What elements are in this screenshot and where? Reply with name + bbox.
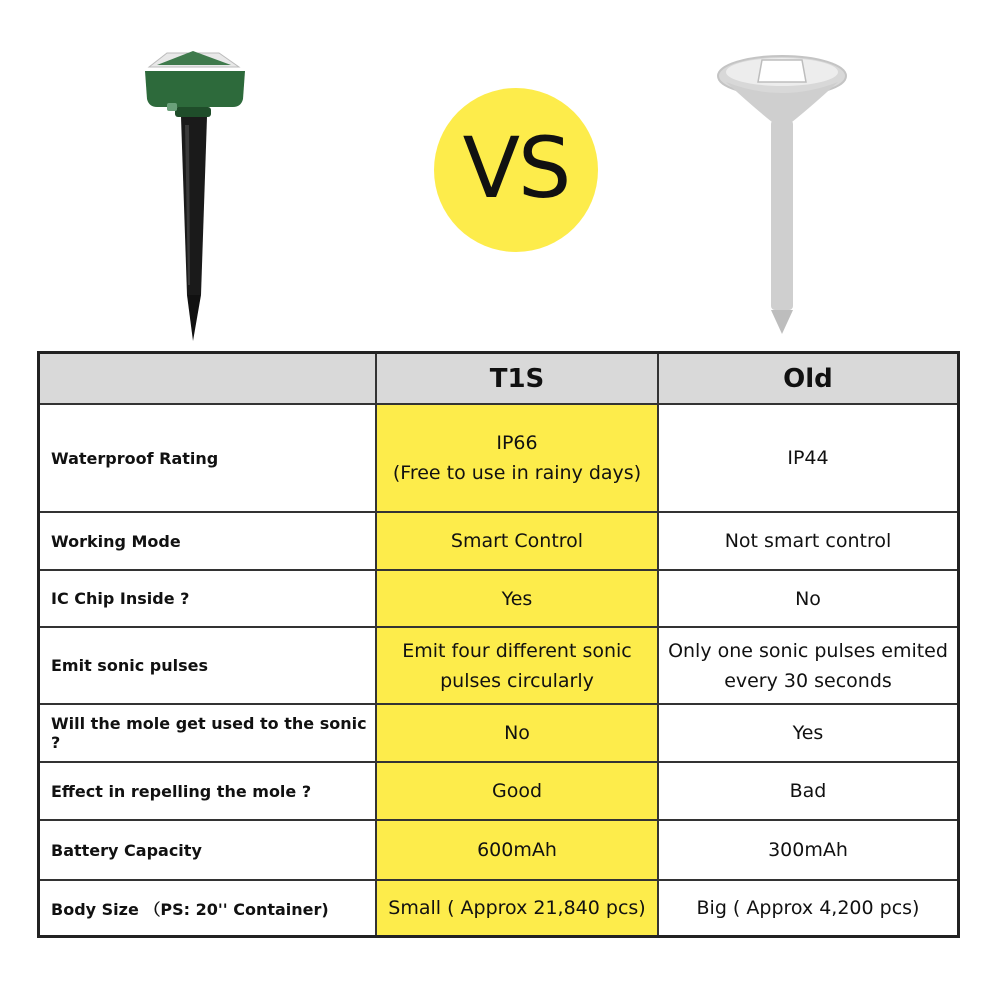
old-product-image bbox=[712, 48, 852, 338]
t1s-product-image bbox=[135, 45, 255, 345]
t1s-value: IP66 (Free to use in rainy days) bbox=[377, 405, 659, 511]
old-value: Big ( Approx 4,200 pcs) bbox=[696, 897, 920, 919]
t1s-value: Smart Control bbox=[377, 513, 659, 569]
old-value: 300mAh bbox=[768, 839, 848, 861]
table-row bbox=[40, 569, 957, 626]
old-value: Only one sonic pulses emited every 30 seconds bbox=[668, 639, 948, 692]
old-value: IP44 bbox=[787, 447, 829, 469]
t1s-value: Good bbox=[377, 763, 659, 819]
comparison-table bbox=[37, 351, 960, 938]
t1s-value: No bbox=[377, 705, 659, 761]
t1s-value: Yes bbox=[377, 571, 659, 626]
feature-label: Body Size （PS: 20'' Container) bbox=[40, 881, 377, 935]
vs-label: VS bbox=[462, 119, 570, 217]
table-row bbox=[40, 819, 957, 879]
table-row bbox=[40, 626, 957, 703]
feature-label: Battery Capacity bbox=[40, 821, 377, 879]
feature-label: Effect in repelling the mole ? bbox=[40, 763, 377, 819]
feature-label: IC Chip Inside ? bbox=[40, 571, 377, 626]
table-row bbox=[40, 703, 957, 761]
table-row bbox=[40, 879, 957, 935]
old-value: Bad bbox=[789, 780, 827, 802]
old-value: Not smart control bbox=[724, 530, 892, 552]
feature-label: Waterproof Rating bbox=[40, 405, 377, 511]
table-row bbox=[40, 403, 957, 511]
header-t1s: T1S bbox=[377, 354, 659, 403]
t1s-value: 600mAh bbox=[377, 821, 659, 879]
header-old: Old bbox=[659, 354, 957, 403]
feature-label: Working Mode bbox=[40, 513, 377, 569]
table-row bbox=[40, 761, 957, 819]
feature-label: Will the mole get used to the sonic ? bbox=[40, 705, 377, 761]
t1s-value: Emit four different sonic pulses circularly bbox=[377, 628, 659, 703]
table-row bbox=[40, 511, 957, 569]
table-header-row bbox=[40, 354, 957, 403]
old-value: No bbox=[795, 587, 821, 610]
feature-label: Emit sonic pulses bbox=[40, 628, 377, 703]
vs-badge bbox=[434, 88, 598, 252]
t1s-value: Small ( Approx 21,840 pcs) bbox=[377, 881, 659, 935]
old-value: Yes bbox=[792, 722, 824, 744]
header-feature bbox=[40, 354, 377, 403]
